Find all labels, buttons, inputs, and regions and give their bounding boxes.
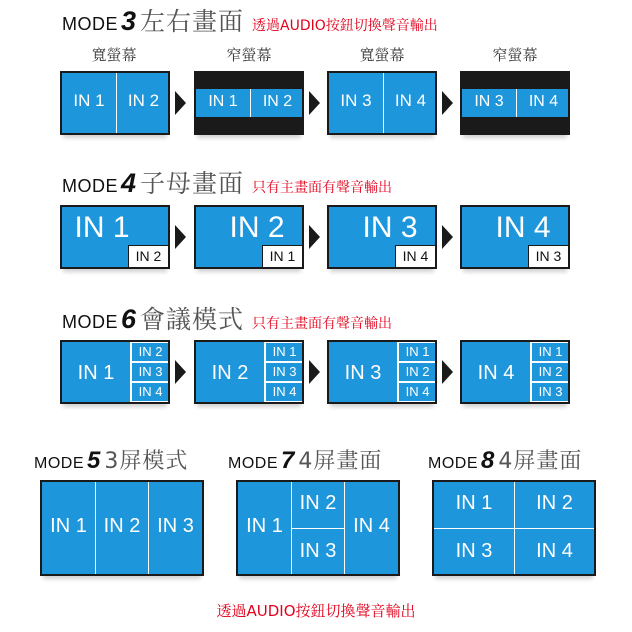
mode6-small-label: IN 1 (398, 342, 437, 362)
mode6-small-label: IN 1 (531, 342, 570, 362)
mode4-screen-2 (194, 205, 304, 269)
mode6-side-stack (264, 342, 304, 402)
arrow-right-icon (175, 225, 186, 249)
mode3-sub-label-3: 寬螢幕 (359, 46, 405, 64)
mode6-side-stack (130, 342, 170, 402)
mode6-header (62, 300, 392, 336)
mode6-screen-3 (327, 340, 437, 404)
mode3-sub-label-2: 窄螢幕 (226, 46, 272, 64)
mode4-pip-label: IN 3 (528, 245, 568, 267)
mode6-small-label: IN 3 (531, 382, 570, 402)
arrow-right-icon (442, 360, 453, 384)
letterbox-bar (196, 117, 302, 133)
mode3-screen-wide-1 (60, 71, 170, 135)
mode6-mode-word: MODE (62, 312, 118, 332)
mode5-pane-label: IN 3 (157, 515, 194, 537)
mode6-main-label: IN 3 (344, 362, 382, 384)
letterbox-bar (462, 117, 568, 133)
mode6-small-label: IN 4 (131, 382, 170, 402)
mode6-small-label: IN 3 (265, 362, 304, 382)
mode4-pip-label: IN 1 (262, 245, 302, 267)
mode3-mode-number: 3 (121, 6, 137, 36)
mode4-main-label: IN 4 (495, 211, 551, 244)
mode7-left-label: IN 1 (246, 515, 283, 537)
arrow-right-icon (175, 360, 186, 384)
mode4-note: 只有主畫面有聲音輸出 (252, 180, 393, 196)
mode5-header (34, 444, 188, 475)
mode3-left-label: IN 3 (340, 91, 372, 110)
mode6-main-label: IN 1 (77, 362, 115, 384)
mode4-pip-label: IN 2 (128, 245, 168, 267)
mode4-screen-4 (460, 205, 570, 269)
mode8-screen (432, 480, 596, 576)
mode6-side-stack (530, 342, 570, 402)
mode6-screen-4 (460, 340, 570, 404)
mode4-main-label: IN 2 (229, 211, 285, 244)
mode7-mode-word: MODE (228, 455, 278, 472)
mode6-note: 只有主畫面有聲音輸出 (252, 316, 393, 332)
mode7-screen (236, 480, 400, 576)
letterbox-bar (196, 73, 302, 89)
arrow-right-icon (175, 91, 186, 115)
mode4-title: 子母畫面 (140, 169, 245, 198)
mode6-side-stack (397, 342, 437, 402)
mode6-main-label: IN 2 (211, 362, 249, 384)
mode6-mode-number: 6 (121, 304, 137, 334)
mode6-screen-2 (194, 340, 304, 404)
mode5-title: 3屏模式 (104, 449, 189, 474)
mode8-mode-number: 8 (481, 447, 495, 474)
mode8-quad-label: IN 2 (536, 492, 573, 514)
mode8-header (428, 444, 582, 475)
mode3-mode-word: MODE (62, 14, 118, 34)
mode8-divider (434, 528, 594, 529)
mode3-left-label: IN 1 (73, 91, 105, 110)
mode3-title: 左右畫面 (140, 7, 245, 36)
arrow-right-icon (442, 91, 453, 115)
mode6-screen-1 (60, 340, 170, 404)
mode4-pip-label: IN 4 (395, 245, 435, 267)
mode8-quad-label: IN 1 (455, 492, 493, 514)
mode3-header (62, 2, 438, 38)
letterbox-bar (462, 73, 568, 89)
mode3-sub-label-4: 窄螢幕 (492, 46, 538, 64)
footer-note: 透過AUDIO按鈕切換聲音輸出 (216, 602, 416, 620)
mode8-quad-label: IN 4 (536, 540, 573, 562)
mode7-header (228, 444, 382, 475)
mode6-small-label: IN 4 (398, 382, 437, 402)
mode3-note: 透過AUDIO按鈕切換聲音輸出 (252, 18, 438, 34)
mode8-title: 4屏畫面 (498, 449, 583, 474)
mode4-mode-word: MODE (62, 176, 118, 196)
mode7-divider (292, 528, 344, 529)
mode8-quad-label: IN 3 (455, 540, 493, 562)
mode4-screen-1 (60, 205, 170, 269)
mode6-small-label: IN 2 (131, 342, 170, 362)
mode3-right-label: IN 2 (127, 91, 160, 110)
mode5-screen (40, 480, 204, 576)
mode7-bottom-label: IN 3 (299, 540, 337, 562)
mode3-screen-wide-2 (327, 71, 437, 135)
mode6-small-label: IN 1 (265, 342, 304, 362)
mode3-left-label: IN 3 (474, 93, 504, 110)
mode3-left-label: IN 1 (208, 93, 238, 110)
mode3-right-label: IN 2 (262, 93, 293, 110)
mode7-mode-number: 7 (281, 447, 295, 474)
mode3-sub-label-1: 寬螢幕 (91, 46, 137, 64)
mode8-mode-word: MODE (428, 455, 478, 472)
mode6-title: 會議模式 (140, 305, 245, 334)
mode3-right-label: IN 4 (528, 93, 559, 110)
mode5-mode-number: 5 (87, 447, 101, 474)
mode4-main-label: IN 3 (362, 211, 418, 244)
mode5-mode-word: MODE (34, 455, 84, 472)
mode6-small-label: IN 4 (265, 382, 304, 402)
mode4-header (62, 164, 392, 200)
arrow-right-icon (309, 91, 320, 115)
mode5-pane-label: IN 2 (103, 515, 141, 537)
mode6-main-label: IN 4 (477, 362, 515, 384)
mode3-screen-narrow-1 (194, 71, 304, 135)
mode7-top-label: IN 2 (299, 492, 337, 514)
mode6-small-label: IN 2 (531, 362, 570, 382)
arrow-right-icon (309, 360, 320, 384)
mode3-screen-narrow-2 (460, 71, 570, 135)
mode7-right-label: IN 4 (353, 515, 390, 537)
mode4-mode-number: 4 (121, 168, 137, 198)
mode4-main-label: IN 1 (74, 211, 130, 244)
arrow-right-icon (442, 225, 453, 249)
mode6-small-label: IN 3 (131, 362, 170, 382)
arrow-right-icon (309, 225, 320, 249)
mode5-pane-label: IN 1 (50, 515, 87, 537)
mode3-right-label: IN 4 (394, 91, 427, 110)
mode6-small-label: IN 2 (398, 362, 437, 382)
mode7-title: 4屏畫面 (298, 449, 383, 474)
mode4-screen-3 (327, 205, 437, 269)
